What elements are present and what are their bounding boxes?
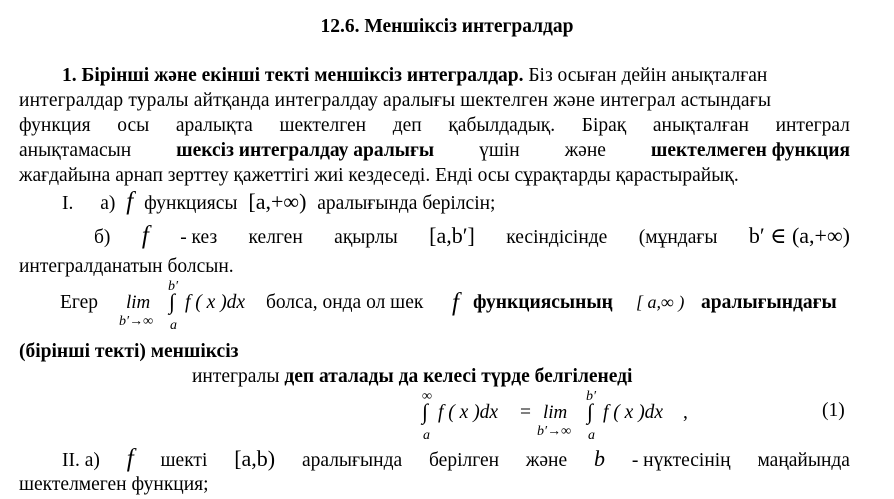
f-symbol: f [141,222,149,249]
upper-limit: b′ [168,279,179,294]
roman-one: I. [62,193,74,214]
word: және [564,140,606,161]
word: (мұндағы [638,227,718,248]
f-symbol: f [452,289,459,316]
upper-limit-inf: ∞ [422,389,432,404]
p1-line1-rest: Біз осыған дейін анықталған [523,65,768,86]
word: келген [248,227,303,248]
lim-label: lim [126,292,151,313]
word: - нүктесінің [631,450,731,471]
word: маңайында [757,450,850,471]
b-symbol: b [593,446,605,471]
interval: [a,+∞) [248,189,307,214]
word: шекті [160,450,208,471]
word: функция [19,115,91,136]
comma: , [683,402,688,423]
lower-limit: a [588,428,595,443]
sec2-line1 [62,445,850,473]
lower-limit: a [423,428,430,443]
def-line2: (бірінші текті) меншіксіз [19,341,239,362]
word: шектелген [279,115,367,136]
word: функциясы [144,193,238,214]
f-symbol: f [126,188,134,215]
sec1-a-line [62,188,495,216]
p1-line2: интегралдар туралы айтқанда интегралдау аралығы шектелген және интеграл астындағы [19,90,772,111]
integrand: f ( x )dx [603,402,664,423]
word: Бірақ [581,115,627,136]
word: интегралы [192,366,280,387]
label-ii-a: II. а) [62,450,100,471]
section-title: 12.6. Меншіксіз интегралдар [320,16,574,37]
bold-phrase: деп аталады да келесі түрде белгіленеді [284,366,633,387]
integral-sign: ∫ [587,399,594,424]
label-b: б) [94,227,111,248]
lower-limit: a [170,318,177,333]
p1-heading: 1. Бірінші және екінші текті меншіксіз интегралдар. [62,65,524,86]
lim-subscript: b′→∞ [537,424,572,439]
word: анықтамасын [19,140,132,161]
word: үшін [479,140,520,161]
sec2-line2: шектелмеген функция; [19,474,209,495]
condition: b′ ∈ (a,+∞) [748,223,850,248]
word: Егер [60,292,99,313]
sec1-b-line [94,222,850,250]
word: ақырлы [334,227,398,248]
word: қабылдадық. [448,115,556,136]
word: аралықта [175,115,253,136]
def-text1: болса, онда ол шек [266,292,424,313]
integral-sign: ∫ [169,289,176,314]
def-text2: функциясының [473,292,613,313]
bold-phrase: шектелмеген функция [650,140,850,161]
sec1-b-line2: интегралданатын болсын. [19,256,234,277]
word: аралығында [301,450,403,471]
bold-phrase: шексіз интегралдау аралығы [176,140,435,161]
def-text3: аралығындағы [701,292,837,313]
def-line3 [192,366,632,388]
lim-label: lim [543,402,568,423]
word: анықталған [652,115,749,136]
lim-subscript: b′→∞ [119,314,154,329]
interval: [a,b′] [429,223,475,248]
p1-line3 [19,115,850,137]
p1-line4 [19,140,850,162]
integrand: f ( x )dx [185,292,246,313]
p1-line1 [19,65,850,87]
word: аралығында берілсін; [317,193,496,214]
p1-line5: жағдайына арнап зерттеу қажеттігі жиі кездеседі. Енді осы сұрақтарды қарастырайық. [19,165,739,186]
word: деп [392,115,422,136]
word: интеграл [775,115,850,136]
word: - кез [180,227,218,248]
upper-limit: b′ [586,389,597,404]
equation-number: (1) [822,400,845,421]
integrand: f ( x )dx [438,402,499,423]
equals-sign: = [520,402,531,423]
f-symbol: f [126,445,134,472]
word: және [525,450,568,471]
interval: [a,b) [234,446,276,471]
word: осы [117,115,150,136]
word: кесіндісінде [506,227,608,248]
interval: [ a,∞ ) [636,292,685,312]
integral-sign: ∫ [422,399,429,424]
label-a: а) [100,193,116,214]
word: берілген [429,450,500,471]
